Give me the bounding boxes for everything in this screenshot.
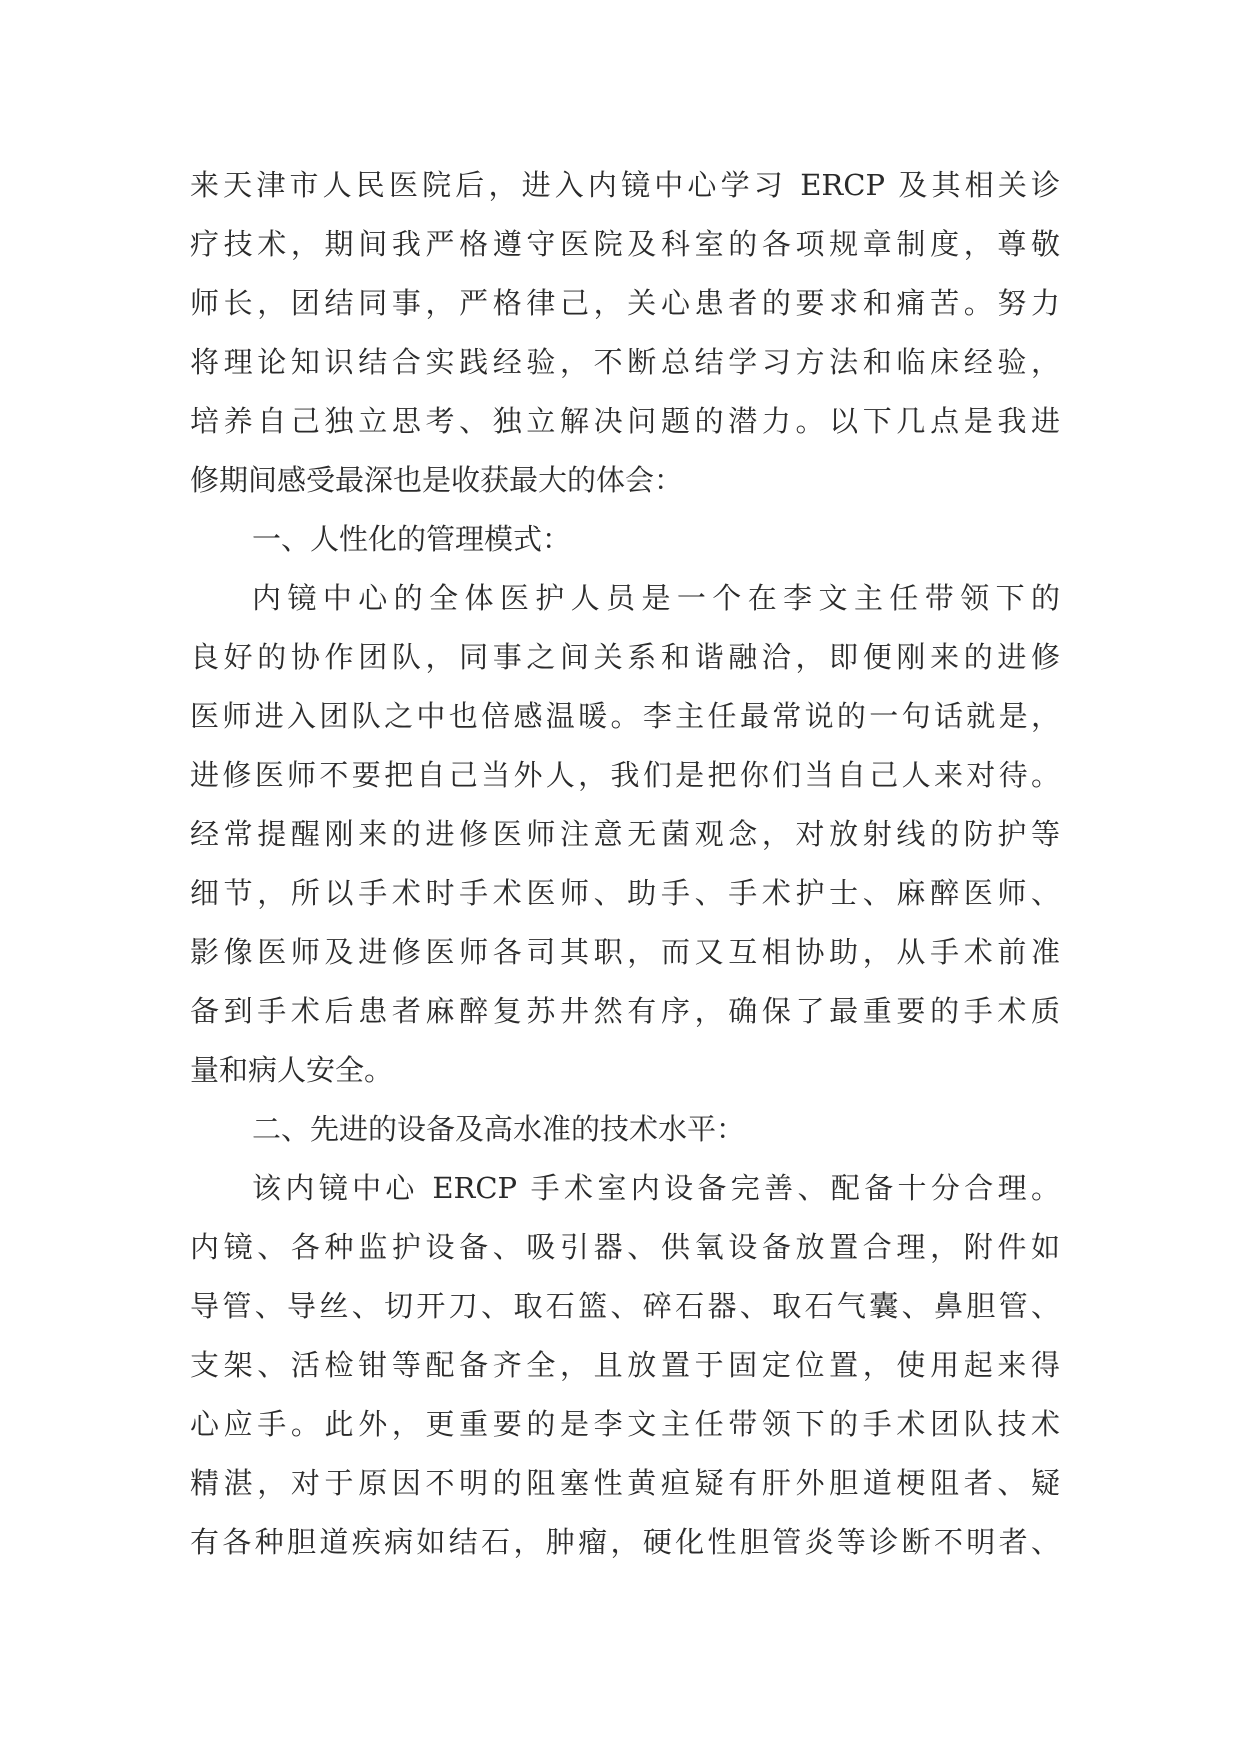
text-line: 医师进入团队之中也倍感温暖。李主任最常说的一句话就是，	[190, 699, 1060, 733]
text-line: 师长，团结同事，严格律己，关心患者的要求和痛苦。努力	[190, 286, 1060, 320]
text-line: 良好的协作团队，同事之间关系和谐融洽，即便刚来的进修	[190, 640, 1060, 674]
text-line: 细节，所以手术时手术医师、助手、手术护士、麻醉医师、	[190, 876, 1060, 910]
text-line: 经常提醒刚来的进修医师注意无菌观念，对放射线的防护等	[190, 817, 1060, 851]
text-line: 培养自己独立思考、独立解决问题的潜力。以下几点是我进	[190, 404, 1060, 438]
text-line: 内镜、各种监护设备、吸引器、供氧设备放置合理，附件如	[190, 1230, 1060, 1264]
text-line: 有各种胆道疾病如结石，肿瘤，硬化性胆管炎等诊断不明者、	[190, 1525, 1060, 1559]
text-line: 进修医师不要把自己当外人，我们是把你们当自己人来对待。	[190, 758, 1060, 792]
section-heading: 二、先进的设备及高水准的技术水平：	[252, 1112, 746, 1146]
text-line: 将理论知识结合实践经验，不断总结学习方法和临床经验，	[190, 345, 1060, 379]
text-line: 精湛，对于原因不明的阻塞性黄疸疑有肝外胆道梗阻者、疑	[190, 1466, 1060, 1500]
text-line: 影像医师及进修医师各司其职，而又互相协助，从手术前准	[190, 935, 1060, 969]
text-line: 导管、导丝、切开刀、取石篮、碎石器、取石气囊、鼻胆管、	[190, 1289, 1060, 1323]
text-line: 来天津市人民医院后，进入内镜中心学习 ERCP 及其相关诊	[190, 168, 1060, 202]
text-line: 疗技术，期间我严格遵守医院及科室的各项规章制度，尊敬	[190, 227, 1060, 261]
text-line: 内镜中心的全体医护人员是一个在李文主任带领下的	[252, 581, 1060, 615]
text-line: 备到手术后患者麻醉复苏井然有序，确保了最重要的手术质	[190, 994, 1060, 1028]
section-heading: 一、人性化的管理模式：	[252, 522, 572, 556]
body-text	[190, 156, 1060, 1572]
text-line: 心应手。此外，更重要的是李文主任带领下的手术团队技术	[190, 1407, 1060, 1441]
text-line: 修期间感受最深也是收获最大的体会：	[190, 463, 684, 497]
text-line: 该内镜中心 ERCP 手术室内设备完善、配备十分合理。	[252, 1171, 1060, 1205]
text-line: 支架、活检钳等配备齐全，且放置于固定位置，使用起来得	[190, 1348, 1060, 1382]
text-line: 量和病人安全。	[190, 1053, 394, 1087]
